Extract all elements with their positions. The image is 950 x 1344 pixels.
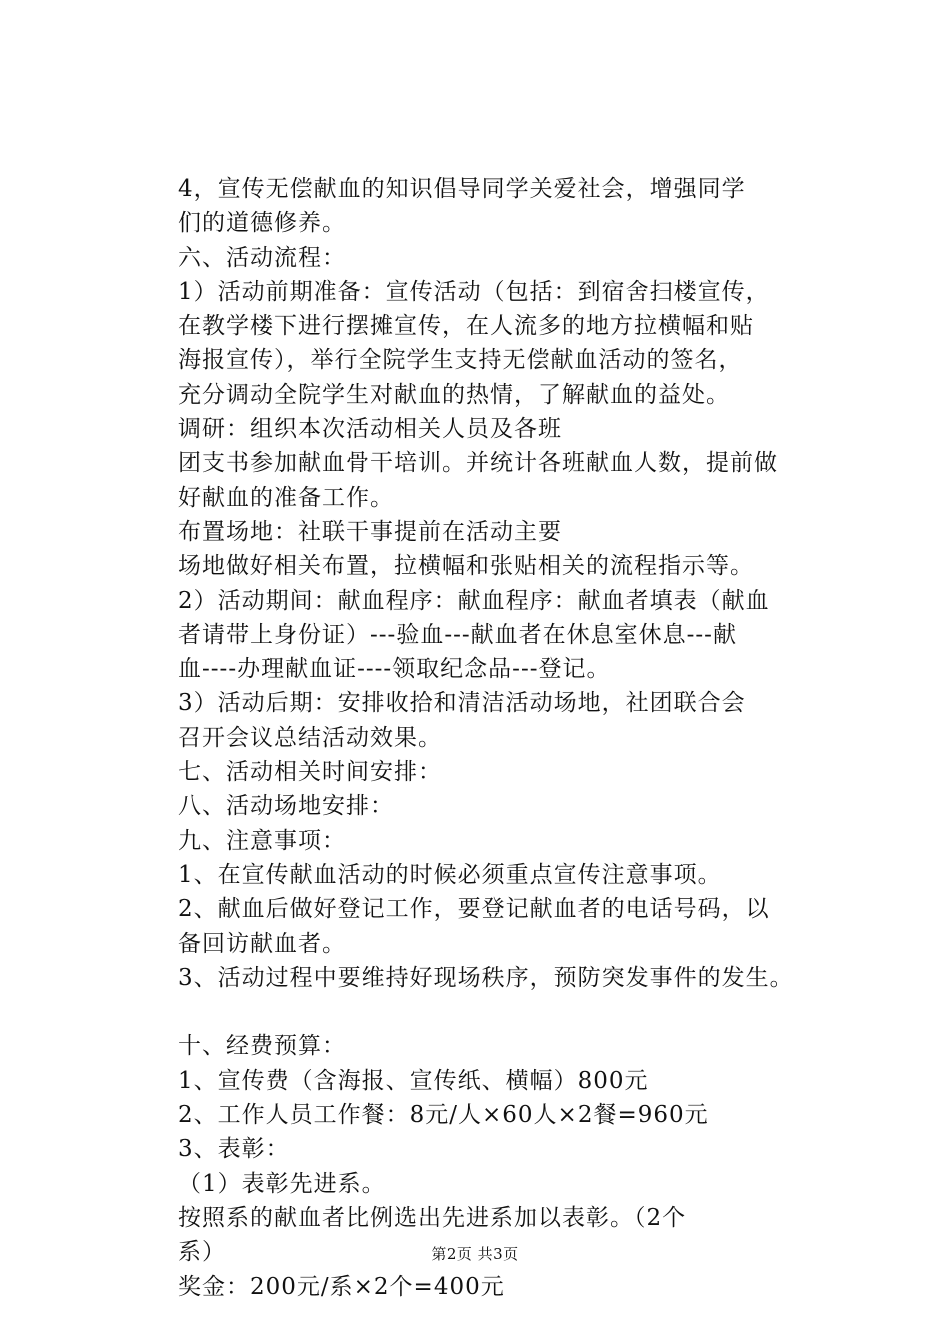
text-line: 3、表彰： [178, 1136, 290, 1163]
text-line: 调研：组织本次活动相关人员及各班 [178, 416, 562, 443]
section-heading: 十、经费预算： [178, 1033, 346, 1060]
text-line: 4，宣传无偿献血的知识倡导同学关爱社会，增强同学 [178, 176, 746, 202]
text-line: 场地做好相关布置，拉横幅和张贴相关的流程指示等。 [178, 553, 754, 580]
text-line: 们的道德修养。 [178, 210, 346, 237]
document-body [178, 172, 838, 1304]
text-line: 系） [178, 1239, 226, 1266]
text-line: 2、献血后做好登记工作，要登记献血者的电话号码，以 [178, 896, 770, 923]
text-line: 2）活动期间：献血程序：献血程序：献血者填表（献血 [178, 587, 770, 614]
section-heading: 九、注意事项： [178, 827, 346, 854]
text-line: 在教学楼下进行摆摊宣传，在人流多的地方拉横幅和贴 [178, 313, 754, 340]
text-line: 好献血的准备工作。 [178, 484, 394, 511]
blank-line [178, 995, 838, 1029]
text-line: 1、宣传费（含海报、宣传纸、横幅）800元 [178, 1067, 649, 1094]
text-line: 3、活动过程中要维持好现场秩序，预防突发事件的发生。 [178, 964, 794, 991]
text-line: 2、工作人员工作餐：8元/人×60人×2餐=960元 [178, 1102, 709, 1129]
section-heading: 八、活动场地安排： [178, 793, 394, 820]
text-line: 按照系的献血者比例选出先进系加以表彰。（2个 [178, 1204, 687, 1231]
text-line: 1）活动前期准备：宣传活动（包括：到宿舍扫楼宣传， [178, 278, 770, 305]
text-line: 奖金：200元/系×2个=400元 [178, 1273, 505, 1300]
page-number-footer: 第2页 共3页 [431, 1245, 519, 1263]
section-heading: 六、活动流程： [178, 244, 346, 271]
text-line: 布置场地：社联干事提前在活动主要 [178, 518, 562, 545]
text-line: 备回访献血者。 [178, 930, 346, 957]
text-line: 召开会议总结活动效果。 [178, 724, 442, 751]
text-line: 充分调动全院学生对献血的热情，了解献血的益处。 [178, 381, 730, 408]
text-line: 者请带上身份证）---验血---献血者在休息室休息---献 [178, 621, 737, 648]
text-line: 海报宣传），举行全院学生支持无偿献血活动的签名， [178, 347, 743, 374]
text-line: （1）表彰先进系。 [178, 1170, 386, 1197]
text-line: 1、在宣传献血活动的时候必须重点宣传注意事项。 [178, 861, 722, 888]
text-line: 团支书参加献血骨干培训。并统计各班献血人数，提前做 [178, 450, 778, 477]
text-line: 血----办理献血证----领取纪念品---登记。 [178, 656, 611, 683]
text-line: 3）活动后期：安排收拾和清洁活动场地，社团联合会 [178, 690, 746, 717]
section-heading: 七、活动相关时间安排： [178, 759, 442, 786]
